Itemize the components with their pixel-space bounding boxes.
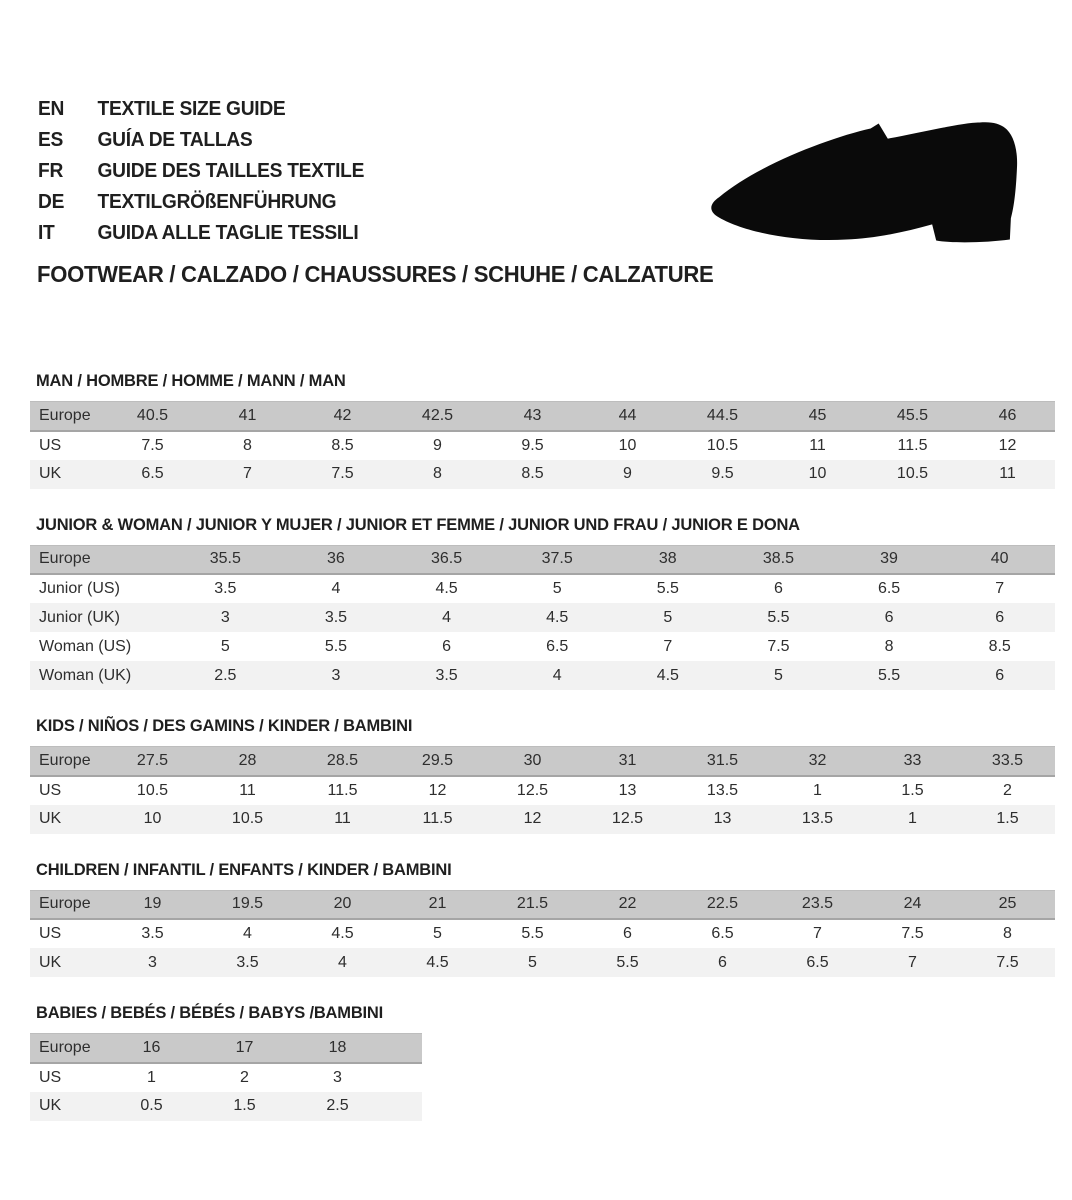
size-cell: 8.5 — [331, 436, 354, 454]
size-cell: 8 — [884, 637, 894, 655]
size-cell: 4 — [338, 953, 347, 971]
size-cell: 1.5 — [233, 1097, 256, 1114]
size-cell: 7.5 — [767, 637, 790, 655]
row-label: Europe — [39, 406, 91, 424]
row-label: UK — [39, 465, 62, 482]
size-cell: 46 — [998, 406, 1017, 424]
size-cell: 33.5 — [991, 751, 1024, 769]
size-cell: 36.5 — [430, 550, 463, 568]
size-cell: 5 — [552, 580, 562, 597]
section-title: CHILDREN / INFANTIL / ENFANTS / KINDER / BAMBINI — [36, 859, 452, 879]
size-cell: 7 — [813, 925, 822, 942]
size-cell: 27.5 — [136, 751, 169, 769]
size-cell: 1.5 — [901, 781, 924, 799]
size-cell: 5.5 — [877, 666, 901, 684]
size-cell: 44.5 — [706, 406, 739, 424]
size-cell: 10.5 — [136, 781, 169, 799]
size-cell: 24 — [903, 895, 922, 913]
size-cell: 11 — [809, 436, 826, 454]
size-cell: 11 — [999, 465, 1016, 482]
lang-row-de — [38, 187, 364, 218]
size-cell: 40 — [990, 550, 1009, 568]
size-cell: 8 — [1003, 925, 1012, 942]
size-cell: 10 — [808, 465, 827, 482]
lang-code: EN — [38, 98, 65, 120]
size-cell: 13.5 — [706, 781, 739, 799]
category-title: FOOTWEAR / CALZADO / CHAUSSURES / SCHUHE / CALZATURE — [37, 261, 714, 287]
size-cell: 5 — [528, 953, 537, 971]
size-cell: 5 — [220, 637, 230, 655]
size-cell: 8 — [243, 436, 252, 454]
size-cell: 41 — [238, 406, 257, 424]
size-table-children — [30, 890, 1055, 978]
section-junior-woman — [30, 515, 1055, 691]
table-row — [30, 431, 1055, 460]
size-cell: 7 — [908, 953, 917, 971]
size-cell: 16 — [142, 1038, 161, 1056]
dress-shoe-icon — [697, 110, 1025, 252]
size-cell: 23.5 — [801, 895, 834, 913]
size-cell: 42 — [333, 406, 352, 424]
size-cell: 1.5 — [996, 810, 1019, 827]
size-cell: 10 — [143, 810, 162, 827]
size-cell: 7 — [995, 580, 1005, 597]
size-cell: 28.5 — [326, 751, 359, 769]
size-cell: 13 — [713, 810, 732, 827]
section-man — [30, 371, 1055, 489]
size-cell: 5.5 — [521, 925, 544, 942]
size-cell: 40.5 — [136, 406, 169, 424]
size-cell: 4.5 — [656, 666, 679, 684]
lang-row-en — [38, 94, 364, 125]
row-label: Woman (US) — [39, 637, 132, 655]
size-cell: 3 — [331, 666, 341, 684]
row-label: Woman (UK) — [39, 666, 132, 684]
size-cell: 0.5 — [140, 1097, 163, 1114]
size-cell: 4 — [442, 608, 452, 626]
table-row — [30, 603, 1055, 632]
lang-code: IT — [38, 222, 55, 244]
section-title: KIDS / NIÑOS / DES GAMINS / KINDER / BAMBINI — [36, 716, 413, 735]
table-header-row — [30, 402, 1055, 431]
size-cell: 4 — [243, 925, 252, 942]
table-row — [30, 776, 1055, 805]
size-cell: 6 — [718, 953, 727, 971]
size-cell: 30 — [523, 751, 542, 769]
filler-cell — [384, 1034, 422, 1063]
size-cell: 3.5 — [141, 925, 164, 942]
size-cell: 11.5 — [897, 436, 928, 454]
size-cell: 6.5 — [141, 465, 164, 482]
size-cell: 11.5 — [327, 781, 358, 799]
size-cell: 5 — [773, 666, 783, 684]
size-cell: 6 — [995, 666, 1005, 684]
lang-title: GUÍA DE TALLAS — [97, 129, 253, 151]
size-cell: 35.5 — [209, 550, 241, 568]
size-cell: 12.5 — [516, 781, 549, 799]
size-cell: 2.5 — [214, 666, 237, 684]
size-cell: 39 — [880, 550, 898, 568]
size-cell: 11 — [334, 810, 351, 827]
section-title: JUNIOR & WOMAN / JUNIOR Y MUJER / JUNIOR ET FEMME / JUNIOR UND FRAU / JUNIOR E DONA — [36, 514, 800, 534]
size-cell: 5.5 — [656, 580, 679, 597]
size-cell: 37.5 — [541, 550, 573, 568]
row-label: UK — [39, 953, 62, 971]
size-cell: 19.5 — [231, 895, 264, 913]
size-table-babies — [30, 1033, 422, 1121]
size-cell: 10.5 — [896, 465, 929, 482]
size-cell: 9.5 — [521, 436, 544, 454]
table-header-row — [30, 747, 1055, 776]
row-label: US — [39, 781, 62, 799]
size-cell: 3 — [333, 1068, 342, 1086]
size-cell: 25 — [998, 895, 1017, 913]
size-cell: 12 — [998, 436, 1017, 454]
size-cell: 12 — [523, 810, 542, 827]
row-label: Europe — [39, 751, 91, 769]
size-cell: 1 — [908, 810, 917, 827]
table-row — [30, 805, 1055, 834]
lang-title: GUIDA ALLE TAGLIE TESSILI — [97, 222, 359, 244]
size-cell: 20 — [333, 895, 352, 913]
row-label: Junior (US) — [39, 580, 120, 597]
size-cell: 4.5 — [426, 953, 449, 971]
size-cell: 6.5 — [806, 953, 829, 971]
size-cell: 4 — [331, 580, 341, 597]
table-row — [30, 632, 1055, 661]
section-children — [30, 860, 1055, 978]
size-table-kids — [30, 746, 1055, 834]
size-cell: 10 — [618, 436, 637, 454]
size-cell: 12.5 — [611, 810, 644, 827]
table-row — [30, 948, 1055, 977]
section-title: MAN / HOMBRE / HOMME / MANN / MAN — [36, 371, 346, 390]
size-cell: 29.5 — [421, 751, 454, 769]
size-cell: 1 — [147, 1068, 156, 1086]
row-label: Europe — [39, 895, 91, 913]
size-cell: 5.5 — [767, 608, 790, 626]
size-cell: 8.5 — [521, 465, 544, 482]
row-label: US — [39, 1068, 62, 1086]
size-cell: 10.5 — [706, 436, 739, 454]
size-cell: 45 — [808, 406, 827, 424]
lang-title: TEXTILGRÖßENFÜHRUNG — [97, 191, 337, 213]
size-cell: 7.5 — [996, 953, 1019, 971]
lang-row-fr — [38, 156, 364, 187]
lang-code: FR — [38, 160, 64, 182]
size-cell: 22.5 — [706, 895, 739, 913]
size-cell: 2 — [1003, 781, 1012, 799]
size-cell: 5.5 — [324, 637, 348, 655]
size-cell: 11 — [239, 781, 256, 799]
size-cell: 6 — [623, 925, 632, 942]
size-cell: 8.5 — [988, 637, 1011, 655]
row-label: UK — [39, 810, 62, 827]
table-row — [30, 919, 1055, 948]
size-cell: 18 — [328, 1038, 347, 1056]
size-cell: 36 — [327, 550, 345, 568]
size-cell: 3 — [220, 608, 230, 626]
size-cell: 3 — [148, 953, 157, 971]
size-cell: 7 — [243, 465, 252, 482]
size-cell: 6.5 — [546, 637, 569, 655]
table-row — [30, 661, 1055, 690]
size-cell: 32 — [808, 751, 827, 769]
lang-code: DE — [38, 191, 65, 213]
size-tables — [30, 371, 1055, 1147]
section-babies — [30, 1003, 1055, 1121]
size-cell: 17 — [235, 1038, 254, 1056]
row-label: Europe — [39, 1038, 91, 1056]
lang-title: GUIDE DES TAILLES TEXTILE — [97, 160, 365, 182]
size-cell: 12 — [428, 781, 447, 799]
size-cell: 10.5 — [231, 810, 264, 827]
row-label: US — [39, 925, 62, 942]
size-cell: 9 — [433, 436, 442, 454]
size-cell: 4.5 — [546, 608, 569, 626]
size-cell: 38 — [658, 550, 677, 568]
size-cell: 13 — [618, 781, 637, 799]
size-cell: 6 — [773, 580, 783, 597]
lang-title: TEXTILE SIZE GUIDE — [97, 98, 286, 120]
language-title-block — [38, 94, 378, 249]
row-label: US — [39, 436, 62, 454]
lang-row-it — [38, 218, 364, 249]
size-cell: 5.5 — [616, 953, 639, 971]
lang-row-es — [38, 125, 364, 156]
section-kids — [30, 716, 1055, 834]
size-cell: 6 — [884, 608, 894, 626]
size-cell: 4.5 — [435, 580, 458, 597]
table-header-row — [30, 545, 1055, 574]
size-cell: 21 — [428, 895, 447, 913]
size-cell: 28 — [238, 751, 257, 769]
size-cell: 7.5 — [141, 436, 164, 454]
row-label: Junior (UK) — [39, 608, 120, 626]
filler-cell — [384, 1063, 422, 1092]
size-cell: 19 — [143, 895, 162, 913]
size-cell: 11.5 — [422, 810, 453, 827]
size-cell: 6.5 — [711, 925, 734, 942]
size-cell: 31.5 — [706, 751, 739, 769]
size-cell: 9 — [623, 465, 632, 482]
size-cell: 3.5 — [214, 580, 237, 597]
size-cell: 45.5 — [896, 406, 929, 424]
lang-code: ES — [38, 129, 64, 151]
size-cell: 13.5 — [801, 810, 834, 827]
table-header-row — [30, 890, 1055, 919]
size-cell: 44 — [618, 406, 637, 424]
size-cell: 21.5 — [516, 895, 549, 913]
size-cell: 42.5 — [421, 406, 454, 424]
table-row — [30, 574, 1055, 603]
size-cell: 33 — [903, 751, 922, 769]
size-cell: 6.5 — [877, 580, 901, 597]
table-row — [30, 460, 1055, 489]
size-cell: 4 — [552, 666, 562, 684]
section-title: BABIES / BEBÉS / BÉBÉS / BABYS /BAMBINI — [36, 1003, 384, 1022]
size-cell: 4.5 — [331, 925, 354, 942]
row-label: Europe — [39, 550, 91, 568]
table-row — [30, 1063, 422, 1092]
size-table-man — [30, 401, 1055, 489]
size-cell: 38.5 — [762, 550, 794, 568]
size-cell: 6 — [442, 637, 452, 655]
size-cell: 9.5 — [711, 465, 734, 482]
size-cell: 22 — [618, 895, 637, 913]
size-cell: 3.5 — [324, 608, 348, 626]
size-cell: 7 — [663, 637, 673, 655]
size-cell: 2 — [240, 1068, 249, 1086]
size-cell: 7.5 — [331, 465, 354, 482]
filler-cell — [384, 1092, 422, 1121]
size-cell: 6 — [995, 608, 1005, 626]
table-header-row — [30, 1034, 422, 1063]
size-cell: 8 — [433, 465, 442, 482]
size-cell: 7.5 — [901, 925, 924, 942]
row-label: UK — [39, 1097, 62, 1114]
size-cell: 2.5 — [326, 1097, 349, 1114]
size-cell: 5 — [433, 925, 442, 942]
size-cell: 31 — [618, 751, 637, 769]
size-cell: 3.5 — [435, 666, 458, 684]
size-cell: 1 — [813, 781, 822, 799]
table-row — [30, 1092, 422, 1121]
size-table-junior-woman — [30, 545, 1055, 691]
size-cell: 3.5 — [236, 953, 259, 971]
size-cell: 43 — [523, 406, 542, 424]
size-cell: 5 — [663, 608, 673, 626]
